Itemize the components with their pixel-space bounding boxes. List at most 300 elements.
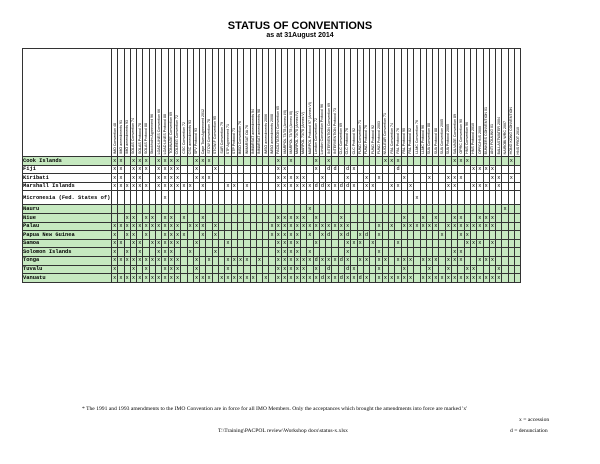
status-cell: x bbox=[157, 257, 161, 264]
status-cell: x bbox=[453, 248, 457, 255]
column-header-label: STP Protocol 73 bbox=[232, 127, 237, 154]
status-cell: x bbox=[176, 231, 180, 238]
table-row bbox=[23, 174, 521, 183]
status-cell: x bbox=[497, 266, 501, 273]
status-cell: x bbox=[314, 266, 318, 273]
status-cell: x bbox=[194, 166, 199, 173]
status-cell: x bbox=[308, 231, 312, 238]
status-cell: x bbox=[194, 257, 199, 264]
column-header-label: IMSO amendments 2006 bbox=[263, 114, 268, 154]
country-name: Tuvalu bbox=[23, 265, 112, 274]
status-cell: x bbox=[339, 214, 343, 221]
status-cell: x bbox=[113, 240, 117, 247]
status-cell: x bbox=[459, 248, 463, 255]
status-cell: x bbox=[150, 257, 154, 264]
status-cell: x bbox=[301, 223, 306, 230]
status-cell: x bbox=[169, 257, 173, 264]
column-header-label: INMARSAT amendments 94 bbox=[251, 108, 256, 154]
status-cell: x bbox=[169, 174, 173, 181]
table-row bbox=[23, 274, 521, 283]
status-cell bbox=[515, 174, 521, 183]
status-cell: x bbox=[163, 240, 167, 247]
column-header-label: SOLAS Protocol 78 bbox=[137, 122, 142, 154]
status-cell: x bbox=[414, 191, 420, 205]
status-cell: x bbox=[295, 240, 299, 247]
status-cell: x bbox=[314, 223, 318, 230]
column-header-label: COLREG Convention 72 bbox=[175, 114, 180, 154]
status-cell: d bbox=[333, 166, 337, 173]
status-cell: x bbox=[276, 174, 280, 181]
status-cell: x bbox=[163, 274, 167, 281]
status-cell: x bbox=[157, 166, 161, 173]
header-row bbox=[23, 49, 521, 157]
status-cell: x bbox=[377, 248, 381, 255]
status-cell: x bbox=[377, 174, 381, 181]
status-cell: x bbox=[119, 257, 123, 264]
status-cell: x bbox=[490, 274, 495, 281]
status-cell: x bbox=[131, 257, 136, 264]
status-cell: d bbox=[346, 166, 350, 173]
status-cell: x bbox=[125, 183, 129, 190]
status-cell bbox=[515, 222, 521, 231]
status-cell: x bbox=[484, 214, 488, 221]
status-cell: x bbox=[283, 183, 287, 190]
status-cell: x bbox=[194, 157, 199, 164]
column-header-label: PAL Protocol 76 bbox=[395, 128, 400, 154]
status-cell: x bbox=[201, 223, 205, 230]
status-cell: x bbox=[131, 174, 136, 181]
status-cell: x bbox=[201, 231, 205, 238]
status-cell: x bbox=[396, 240, 400, 247]
status-cell: x bbox=[402, 174, 406, 181]
status-cell: x bbox=[465, 223, 469, 230]
status-cell: x bbox=[295, 274, 299, 281]
status-cell: x bbox=[503, 205, 507, 212]
status-cell: x bbox=[169, 223, 173, 230]
status-cell: x bbox=[176, 240, 180, 247]
status-cell: x bbox=[459, 214, 463, 221]
page-subtitle: as at 31August 2014 bbox=[266, 32, 334, 39]
status-cell: x bbox=[459, 231, 463, 238]
status-cell: x bbox=[465, 157, 469, 164]
status-cell: x bbox=[308, 248, 312, 255]
status-cell: x bbox=[371, 240, 375, 247]
status-cell: x bbox=[490, 257, 495, 264]
footnote: * The 1991 and 1993 amendments to the IMO Convention are in force for all IMO Members. Only the acceptances which brought the amendments into force are marked 'x' bbox=[82, 406, 468, 412]
status-cell: x bbox=[169, 183, 173, 190]
status-cell: x bbox=[459, 174, 463, 181]
status-cell: x bbox=[113, 174, 117, 181]
status-cell: x bbox=[157, 274, 161, 281]
column-header-label: IMO amendments 93 bbox=[125, 120, 130, 154]
status-cell: x bbox=[446, 223, 450, 230]
table-row bbox=[23, 165, 521, 174]
status-cell: x bbox=[283, 166, 287, 173]
status-cell: x bbox=[283, 214, 287, 221]
status-cell: x bbox=[509, 174, 513, 181]
status-cell: x bbox=[308, 257, 312, 264]
status-cell: x bbox=[125, 223, 129, 230]
status-cell: x bbox=[295, 214, 299, 221]
status-cell: x bbox=[346, 223, 350, 230]
country-name: Fiji bbox=[23, 165, 112, 174]
status-cell: x bbox=[295, 174, 299, 181]
page-title: STATUS OF CONVENTIONS bbox=[227, 20, 373, 32]
status-cell: x bbox=[201, 274, 205, 281]
status-cell: x bbox=[364, 183, 369, 190]
status-cell: x bbox=[465, 231, 469, 238]
column-header-label: SOLAS Convention 74 bbox=[131, 117, 136, 154]
column-header-label: SFV Protocol 93 bbox=[194, 127, 199, 154]
status-cell: x bbox=[163, 231, 167, 238]
column-header-label: HNS Convention 96 bbox=[465, 122, 470, 154]
status-cell: x bbox=[289, 214, 293, 221]
status-cell: x bbox=[453, 257, 457, 264]
status-cell: x bbox=[409, 274, 413, 281]
column-header-label: TONNAGE Convention 69 bbox=[169, 112, 174, 154]
column-header bbox=[515, 49, 521, 157]
status-cell: d bbox=[327, 231, 331, 238]
status-cell: x bbox=[453, 214, 457, 221]
status-cell: x bbox=[453, 223, 457, 230]
column-header-label: HNS Protocol 2010 bbox=[471, 123, 476, 154]
status-cell: d bbox=[314, 257, 318, 264]
status-cell: x bbox=[157, 223, 161, 230]
status-cell: x bbox=[239, 257, 243, 264]
status-cell: x bbox=[131, 223, 136, 230]
status-cell: x bbox=[276, 248, 280, 255]
status-cell: x bbox=[150, 274, 154, 281]
column-header-label: London Convention Protocol 96 bbox=[320, 103, 325, 154]
status-cell: x bbox=[434, 274, 438, 281]
status-cell: x bbox=[333, 223, 337, 230]
status-cell: x bbox=[125, 274, 129, 281]
status-cell: x bbox=[295, 183, 299, 190]
status-cell: x bbox=[490, 174, 495, 181]
status-cell: x bbox=[478, 183, 482, 190]
status-cell: x bbox=[358, 231, 362, 238]
status-cell: d bbox=[314, 183, 318, 190]
status-cell: x bbox=[176, 223, 180, 230]
status-cell: x bbox=[182, 183, 186, 190]
status-cell: x bbox=[194, 266, 199, 273]
status-cell: x bbox=[144, 257, 148, 264]
column-header-label: SUA Protocol 2005 bbox=[446, 123, 451, 154]
status-cell: x bbox=[396, 157, 400, 164]
column-header-label: HONG KONG CONVENTION bbox=[509, 106, 514, 154]
status-cell: x bbox=[138, 240, 142, 247]
status-cell: x bbox=[472, 274, 476, 281]
status-cell: x bbox=[308, 223, 312, 230]
column-header-label: Stockholm Agreement 96 bbox=[150, 113, 155, 154]
status-cell: x bbox=[144, 214, 148, 221]
legend-denunciation: d = denunciation bbox=[510, 428, 548, 434]
status-cell: x bbox=[276, 274, 280, 281]
status-cell: x bbox=[308, 183, 312, 190]
status-cell: x bbox=[465, 274, 469, 281]
status-cell: x bbox=[434, 214, 438, 221]
status-cell: x bbox=[201, 183, 205, 190]
status-cell: x bbox=[390, 223, 394, 230]
country-name: Vanuatu bbox=[23, 274, 112, 283]
status-cell: x bbox=[327, 157, 331, 164]
status-cell: x bbox=[220, 274, 224, 281]
column-header-label: SAR Convention 79 bbox=[219, 122, 224, 154]
status-cell: x bbox=[163, 248, 167, 255]
status-cell: x bbox=[232, 274, 236, 281]
status-cell: x bbox=[169, 240, 173, 247]
column-header-label: INMARSAT amendments 98 bbox=[257, 108, 262, 154]
status-cell: x bbox=[295, 223, 299, 230]
status-cell: x bbox=[308, 274, 312, 281]
status-cell: x bbox=[226, 266, 230, 273]
status-cell bbox=[515, 182, 521, 191]
status-cell: x bbox=[201, 214, 205, 221]
status-cell: x bbox=[352, 266, 356, 273]
column-header-label: CLC Convention 69 bbox=[339, 122, 344, 154]
status-cell: x bbox=[314, 240, 318, 247]
status-cell: x bbox=[396, 257, 400, 264]
status-cell: x bbox=[119, 240, 123, 247]
column-header-label: INTERVENTION Convention 69 bbox=[326, 103, 331, 154]
status-cell: x bbox=[157, 183, 161, 190]
status-cell: x bbox=[113, 157, 117, 164]
column-header-label: SALVAGE Convention 89 bbox=[452, 113, 457, 154]
status-cell: x bbox=[301, 174, 306, 181]
status-cell: x bbox=[176, 166, 180, 173]
status-cell: x bbox=[289, 231, 293, 238]
status-cell: x bbox=[434, 257, 438, 264]
status-cell: x bbox=[497, 274, 501, 281]
status-cell: x bbox=[497, 174, 501, 181]
status-cell: x bbox=[232, 257, 236, 264]
status-cell: x bbox=[339, 231, 343, 238]
status-cell: x bbox=[276, 157, 280, 164]
status-cell: x bbox=[163, 223, 167, 230]
status-cell: x bbox=[213, 248, 217, 255]
status-cell: x bbox=[453, 274, 457, 281]
status-cell: x bbox=[327, 257, 331, 264]
column-header-label: CLC Protocol 92 bbox=[351, 127, 356, 154]
status-cell bbox=[515, 165, 521, 174]
status-cell: x bbox=[207, 257, 211, 264]
column-header-label: CLC Protocol 76 bbox=[345, 127, 350, 154]
status-cell: x bbox=[113, 257, 117, 264]
status-cell bbox=[515, 274, 521, 283]
status-cell: x bbox=[194, 174, 199, 181]
country-name: Cook Islands bbox=[23, 157, 112, 166]
status-cell: x bbox=[138, 257, 142, 264]
status-cell: x bbox=[213, 166, 217, 173]
status-cell: x bbox=[289, 257, 293, 264]
country-name: Niue bbox=[23, 213, 112, 222]
status-cell: x bbox=[346, 174, 350, 181]
status-cell: x bbox=[125, 257, 129, 264]
status-cell: x bbox=[358, 257, 362, 264]
status-cell: x bbox=[490, 223, 495, 230]
status-cell: x bbox=[327, 183, 331, 190]
table-row bbox=[23, 248, 521, 257]
status-cell: x bbox=[472, 240, 476, 247]
status-cell: x bbox=[478, 214, 482, 221]
status-cell: x bbox=[352, 240, 356, 247]
column-header-label: FUND Protocol 92 bbox=[370, 124, 375, 154]
status-cell: d bbox=[339, 183, 343, 190]
status-cell: x bbox=[264, 274, 268, 281]
status-cell: x bbox=[320, 174, 324, 181]
legend-accession: x = accession bbox=[519, 417, 550, 423]
table-row bbox=[23, 191, 521, 205]
column-header-label: MARPOL 73/78 (Annex I/II) bbox=[282, 110, 287, 154]
status-cell: x bbox=[421, 274, 425, 281]
status-cell: x bbox=[289, 266, 293, 273]
status-cell bbox=[515, 265, 521, 274]
table-row bbox=[23, 222, 521, 231]
status-cell: x bbox=[144, 274, 148, 281]
status-cell: x bbox=[201, 157, 205, 164]
status-cell: x bbox=[283, 266, 287, 273]
status-cell: x bbox=[364, 174, 369, 181]
status-cell: x bbox=[427, 274, 432, 281]
column-header-label: CSC amendments 93 bbox=[188, 119, 193, 154]
table-row bbox=[23, 213, 521, 222]
status-cell: x bbox=[364, 274, 369, 281]
status-cell: x bbox=[169, 214, 173, 221]
status-cell: x bbox=[213, 231, 217, 238]
column-header-label: SOLAS Protocol 88 bbox=[143, 122, 148, 154]
table-body bbox=[23, 157, 521, 283]
status-cell: x bbox=[383, 257, 387, 264]
status-cell: x bbox=[138, 174, 142, 181]
status-cell: x bbox=[163, 266, 167, 273]
status-cell: d bbox=[358, 274, 362, 281]
status-cell: x bbox=[490, 214, 495, 221]
status-cell: x bbox=[320, 257, 324, 264]
status-cell: x bbox=[459, 257, 463, 264]
status-cell: x bbox=[176, 183, 180, 190]
status-cell: d bbox=[327, 166, 331, 173]
status-cell: x bbox=[301, 257, 306, 264]
status-cell: x bbox=[446, 183, 450, 190]
status-cell: x bbox=[283, 257, 287, 264]
status-cell: x bbox=[402, 266, 406, 273]
status-cell: x bbox=[138, 274, 142, 281]
status-cell: x bbox=[352, 166, 356, 173]
status-cell: d bbox=[320, 183, 324, 190]
column-header-label: PAL Protocol 90 bbox=[402, 128, 407, 154]
column-header-label: PAL Convention 74 bbox=[389, 123, 394, 154]
status-cell: x bbox=[157, 240, 161, 247]
status-cell: d bbox=[396, 166, 400, 173]
status-cell: x bbox=[333, 183, 337, 190]
column-header-label: LLMC Protocol 96 bbox=[421, 125, 426, 154]
status-cell: x bbox=[377, 231, 381, 238]
column-header-label: MARPOL 73/78 (Annex V) bbox=[301, 111, 306, 154]
status-cell: x bbox=[157, 157, 161, 164]
status-cell: x bbox=[119, 223, 123, 230]
status-cell: x bbox=[478, 223, 482, 230]
status-cell: x bbox=[150, 214, 154, 221]
column-header-label: LLMC Convention 76 bbox=[414, 120, 419, 154]
status-cell: x bbox=[226, 240, 230, 247]
status-cell: x bbox=[157, 174, 161, 181]
status-cell: x bbox=[478, 166, 482, 173]
status-cell: x bbox=[478, 274, 482, 281]
column-header-label: SUA Protocol 88 bbox=[433, 127, 438, 154]
status-cell: x bbox=[157, 248, 161, 255]
status-cell: x bbox=[289, 274, 293, 281]
status-cell: x bbox=[188, 223, 192, 230]
status-cell: x bbox=[194, 240, 199, 247]
status-cell: x bbox=[320, 231, 324, 238]
status-cell: x bbox=[169, 157, 173, 164]
status-cell: x bbox=[396, 274, 400, 281]
status-cell: x bbox=[333, 274, 337, 281]
status-cell: x bbox=[119, 274, 123, 281]
status-cell: x bbox=[301, 266, 306, 273]
column-header-label: OPRC/HNS 2000 bbox=[477, 126, 482, 154]
status-cell: x bbox=[472, 183, 476, 190]
status-cell: x bbox=[169, 166, 173, 173]
status-cell: x bbox=[327, 223, 331, 230]
status-cell: x bbox=[465, 240, 469, 247]
status-cell: d bbox=[364, 231, 369, 238]
status-cell: x bbox=[283, 274, 287, 281]
status-cell: x bbox=[113, 266, 117, 273]
status-cell: x bbox=[453, 174, 457, 181]
status-cell: x bbox=[138, 223, 142, 230]
status-cell: x bbox=[131, 183, 136, 190]
status-cell: x bbox=[163, 183, 167, 190]
status-cell: x bbox=[295, 266, 299, 273]
status-cell: x bbox=[150, 240, 154, 247]
status-cell: x bbox=[440, 231, 444, 238]
status-cell: x bbox=[314, 274, 318, 281]
table-row bbox=[23, 182, 521, 191]
country-name: Micronesia (Fed. States of) bbox=[23, 191, 112, 205]
status-cell: x bbox=[383, 274, 387, 281]
column-header-label: SUA Convention 88 bbox=[427, 122, 432, 154]
column-header-label: Cape Town Agreement 2012 bbox=[200, 108, 205, 154]
status-cell bbox=[515, 213, 521, 222]
table-row bbox=[23, 239, 521, 248]
status-cell bbox=[515, 231, 521, 240]
column-header-label: MARPOL 73/78 (Annex IV) bbox=[295, 110, 300, 154]
column-header-label: INMARSAT OA 76 bbox=[244, 124, 249, 154]
status-cell: x bbox=[301, 214, 306, 221]
column-header-label: MARPOL 73/78 (Annex III) bbox=[288, 111, 293, 154]
status-cell: x bbox=[270, 231, 274, 238]
status-cell: x bbox=[138, 248, 142, 255]
status-cell: x bbox=[194, 223, 199, 230]
status-cell: x bbox=[446, 257, 450, 264]
column-header-label: FUND Protocol 2003 bbox=[376, 120, 381, 154]
status-cell: x bbox=[289, 174, 293, 181]
status-cell: x bbox=[162, 191, 168, 205]
status-cell: x bbox=[390, 183, 394, 190]
status-cell: x bbox=[446, 174, 450, 181]
status-cell: x bbox=[434, 223, 438, 230]
status-cell: x bbox=[472, 223, 476, 230]
status-cell: x bbox=[125, 231, 129, 238]
status-cell: x bbox=[484, 223, 488, 230]
status-cell: x bbox=[484, 183, 488, 190]
status-cell: x bbox=[377, 257, 381, 264]
status-cell: x bbox=[390, 157, 394, 164]
status-cell: x bbox=[169, 266, 173, 273]
status-cell: x bbox=[213, 223, 217, 230]
status-cell: x bbox=[339, 223, 343, 230]
